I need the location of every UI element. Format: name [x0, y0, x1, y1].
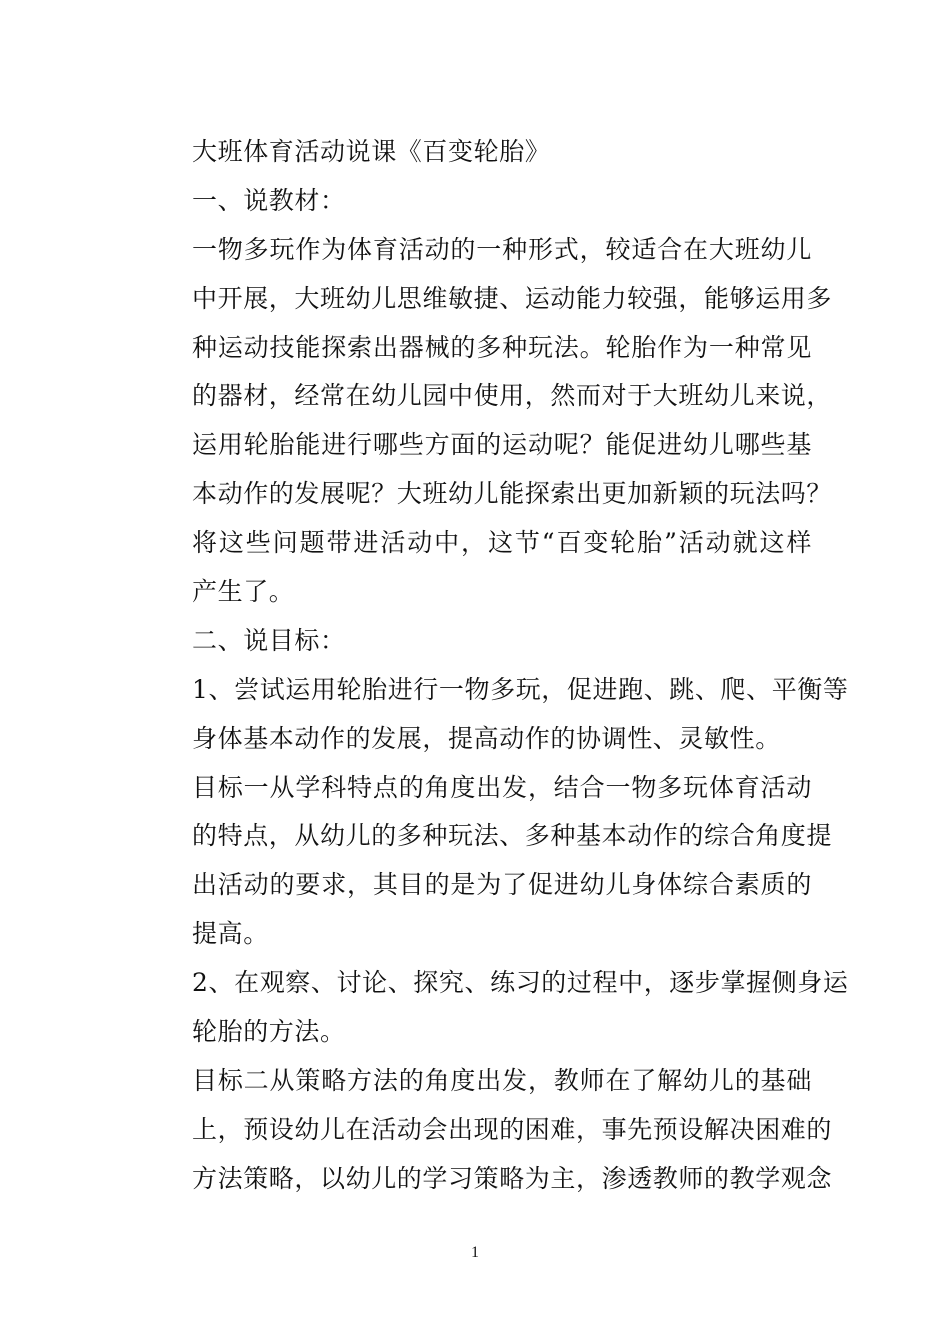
- paragraph-line: 本动作的发展呢？大班幼儿能探索出更加新颖的玩法吗？: [192, 479, 833, 509]
- section-heading-materials: 一、说教材：: [192, 185, 346, 215]
- paragraph-line: 上，预设幼儿在活动会出现的困难，事先预设解决困难的: [192, 1114, 833, 1144]
- paragraph-line: 目标一从学科特点的角度出发，结合一物多玩体育活动: [192, 772, 812, 802]
- goal-two-line: 轮胎的方法。: [192, 1017, 346, 1047]
- paragraph-line: 的器材，经常在幼儿园中使用，然而对于大班幼儿来说，: [192, 381, 833, 411]
- goal-one-line: 身体基本动作的发展，提高动作的协调性、灵敏性。: [192, 723, 781, 753]
- paragraph-line: 将这些问题带进活动中，这节“百变轮胎”活动就这样: [192, 528, 812, 558]
- paragraph-line: 提高。: [192, 919, 269, 949]
- paragraph-line: 种运动技能探索出器械的多种玩法。轮胎作为一种常见: [192, 332, 812, 362]
- paragraph-line: 运用轮胎能进行哪些方面的运动呢？能促进幼儿哪些基: [192, 430, 812, 460]
- paragraph-line: 中开展，大班幼儿思维敏捷、运动能力较强，能够运用多: [192, 283, 833, 313]
- document-title: 大班体育活动说课《百变轮胎》: [192, 137, 551, 166]
- paragraph-line: 出活动的要求，其目的是为了促进幼儿身体综合素质的: [192, 870, 812, 900]
- goal-one-line: 1、尝试运用轮胎进行一物多玩，促进跑、跳、爬、平衡等: [192, 674, 849, 704]
- document-body: [192, 128, 849, 1204]
- section-heading-goals: 二、说目标：: [192, 625, 346, 655]
- paragraph-line: 产生了。: [192, 577, 295, 607]
- paragraph-line: 目标二从策略方法的角度出发，教师在了解幼儿的基础: [192, 1065, 812, 1095]
- page-number: 1: [471, 1244, 479, 1261]
- paragraph-line: 的特点，从幼儿的多种玩法、多种基本动作的综合角度提: [192, 821, 833, 851]
- paragraph-line: 方法策略，以幼儿的学习策略为主，渗透教师的教学观念: [192, 1163, 833, 1193]
- paragraph-line: 一物多玩作为体育活动的一种形式，较适合在大班幼儿: [192, 234, 812, 264]
- goal-two-line: 2、在观察、讨论、探究、练习的过程中，逐步掌握侧身运: [192, 968, 849, 998]
